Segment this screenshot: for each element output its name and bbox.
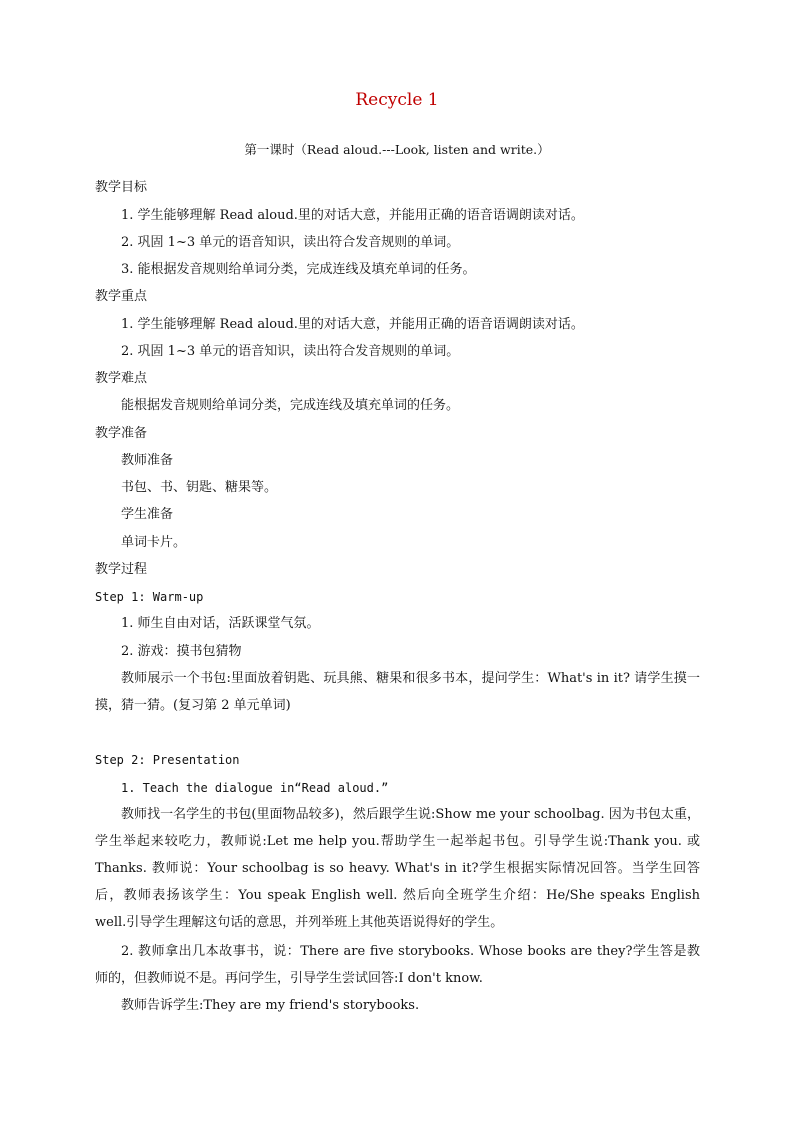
lesson-subtitle: 第一课时（Read aloud.---Look, listen and write.） <box>244 142 550 157</box>
difficulty-text: 能根据发音规则给单词分类，完成连线及填充单词的任务。 <box>121 398 460 413</box>
student-prep-heading: 学生准备 <box>121 507 174 522</box>
step2-paragraph: 2. 教师拿出几本故事书，说：There are five storybooks. Whose books are they?学生答是教师的，但教师说不是。再问学生，引导学生尝试回答:I don't know. <box>95 944 700 986</box>
step1-item: 2. 游戏：摸书包猜物 <box>121 644 242 659</box>
document-title: Recycle 1 <box>355 90 439 110</box>
objective-item: 2. 巩固 1~3 单元的语音知识，读出符合发音规则的单词。 <box>121 235 460 250</box>
objective-item: 3. 能根据发音规则给单词分类，完成连线及填充单词的任务。 <box>121 262 476 277</box>
objectives-heading: 教学目标 <box>95 180 148 195</box>
difficulty-heading: 教学难点 <box>95 371 148 386</box>
step2-item: 1. Teach the dialogue in“Read aloud.” <box>121 781 389 795</box>
teacher-prep-text: 书包、书、钥匙、糖果等。 <box>121 480 278 495</box>
step1-paragraph: 教师展示一个书包:里面放着钥匙、玩具熊、糖果和很多书本，提问学生：What's in it? 请学生摸一摸，猜一猜。(复习第 2 单元单词) <box>95 671 700 713</box>
teacher-prep-heading: 教师准备 <box>121 453 174 468</box>
prep-heading: 教学准备 <box>95 426 148 441</box>
objective-item: 1. 学生能够理解 Read aloud.里的对话大意，并能用正确的语音语调朗读对话。 <box>121 208 584 223</box>
step1-heading: Step 1: Warm-up <box>95 590 204 604</box>
process-heading: 教学过程 <box>95 562 148 577</box>
step2-paragraph: 教师告诉学生:They are my friend's storybooks. <box>121 998 420 1013</box>
student-prep-text: 单词卡片。 <box>121 535 187 550</box>
step2-heading: Step 2: Presentation <box>95 753 240 767</box>
key-point-item: 1. 学生能够理解 Read aloud.里的对话大意，并能用正确的语音语调朗读对话。 <box>121 317 584 332</box>
step2-paragraph: 教师找一名学生的书包(里面物品较多)，然后跟学生说:Show me your schoolbag. 因为书包太重，学生举起来较吃力，教师说:Let me help you.帮助学生一起举起书包。引导学生说:Thank you. 或 Thanks. 教师说：Your schoolbag is so heavy. What's in it?学生根据实际情况回答。当学生回答后，教师表扬该学生：You speak English well. 然后向全班学生介绍：He/She speaks English well.引导学生理解这句话的意思，并列举班上其他英语说得好的学生。 <box>95 807 700 930</box>
key-points-heading: 教学重点 <box>95 289 148 304</box>
key-point-item: 2. 巩固 1~3 单元的语音知识，读出符合发音规则的单词。 <box>121 344 460 359</box>
step1-item: 1. 师生自由对话，活跃课堂气氛。 <box>121 616 320 631</box>
